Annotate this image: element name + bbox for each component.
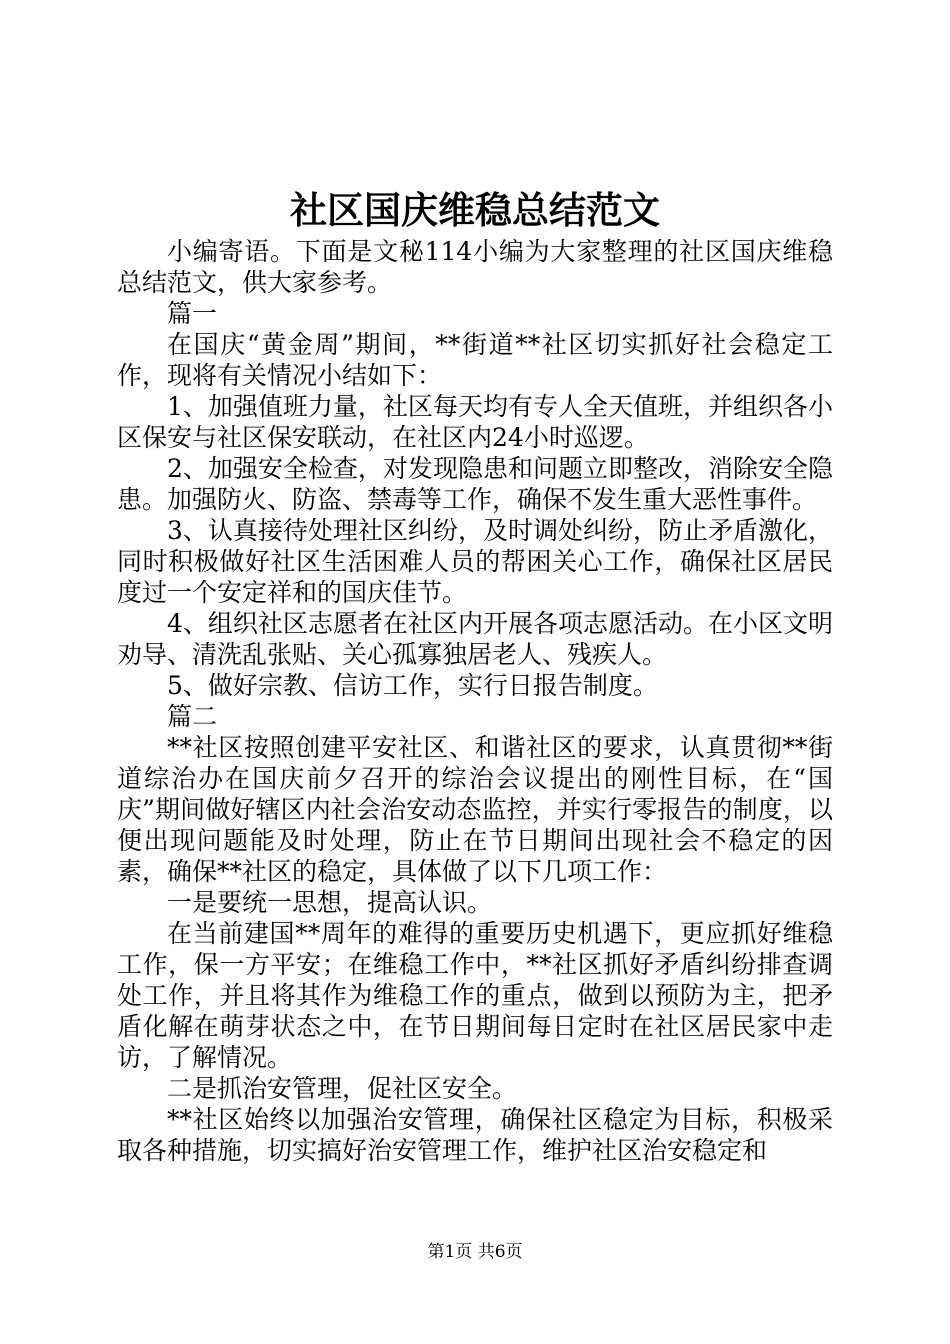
list-item: 4、组织社区志愿者在社区内开展各项志愿活动。在小区文明劝导、清洗乱张贴、关心孤寡独居老人、残疾人。 <box>117 609 833 669</box>
page-footer: 第1页 共6页 <box>427 1242 523 1262</box>
paragraph: 在当前建国**周年的难得的重要历史机遇下，更应抓好维稳工作，保一方平安；在维稳工作中，**社区抓好矛盾纠纷排查调处工作，并且将其作为维稳工作的重点，做到以预防为主，把矛盾化解在萌芽状态之中，在节日期间每日定时在社区居民家中走访，了解情况。 <box>117 919 833 1072</box>
list-item: 2、加强安全检查，对发现隐患和问题立即整改，消除安全隐患。加强防火、防盗、禁毒等工作，确保不发生重大恶性事件。 <box>117 454 833 514</box>
section-heading: 篇一 <box>167 299 218 328</box>
paragraph: 在国庆“黄金周”期间，**街道**社区切实抓好社会稳定工作，现将有关情况小结如下： <box>117 330 833 390</box>
paragraph: **社区按照创建平安社区、和谐社区的要求，认真贯彻**街道综治办在国庆前夕召开的综治会议提出的刚性目标，在“国庆”期间做好辖区内社会治安动态监控，并实行零报告的制度，以便出现问题能及时处理，防止在节日期间出现社会不稳定的因素，确保**社区的稳定，具体做了以下几项工作： <box>117 733 833 886</box>
document-body <box>117 236 833 1166</box>
paragraph: 二是抓治安管理，促社区安全。 <box>167 1074 518 1103</box>
paragraph: **社区始终以加强治安管理，确保社区稳定为目标，积极采取各种措施，切实搞好治安管理工作，维护社区治安稳定和 <box>117 1105 833 1165</box>
document-title: 社区国庆维稳总结范文 <box>290 188 660 232</box>
section-heading: 篇二 <box>167 702 218 731</box>
list-item: 3、认真接待处理社区纠纷，及时调处纠纷，防止矛盾激化，同时积极做好社区生活困难人员的帮困关心工作，确保社区居民度过一个安定祥和的国庆佳节。 <box>117 516 833 607</box>
paragraph: 小编寄语。下面是文秘114小编为大家整理的社区国庆维稳总结范文，供大家参考。 <box>117 237 833 297</box>
paragraph: 一是要统一思想，提高认识。 <box>167 888 493 917</box>
list-item: 1、加强值班力量，社区每天均有专人全天值班，并组织各小区保安与社区保安联动，在社区内24小时巡逻。 <box>117 392 833 452</box>
list-item: 5、做好宗教、信访工作，实行日报告制度。 <box>167 671 658 700</box>
